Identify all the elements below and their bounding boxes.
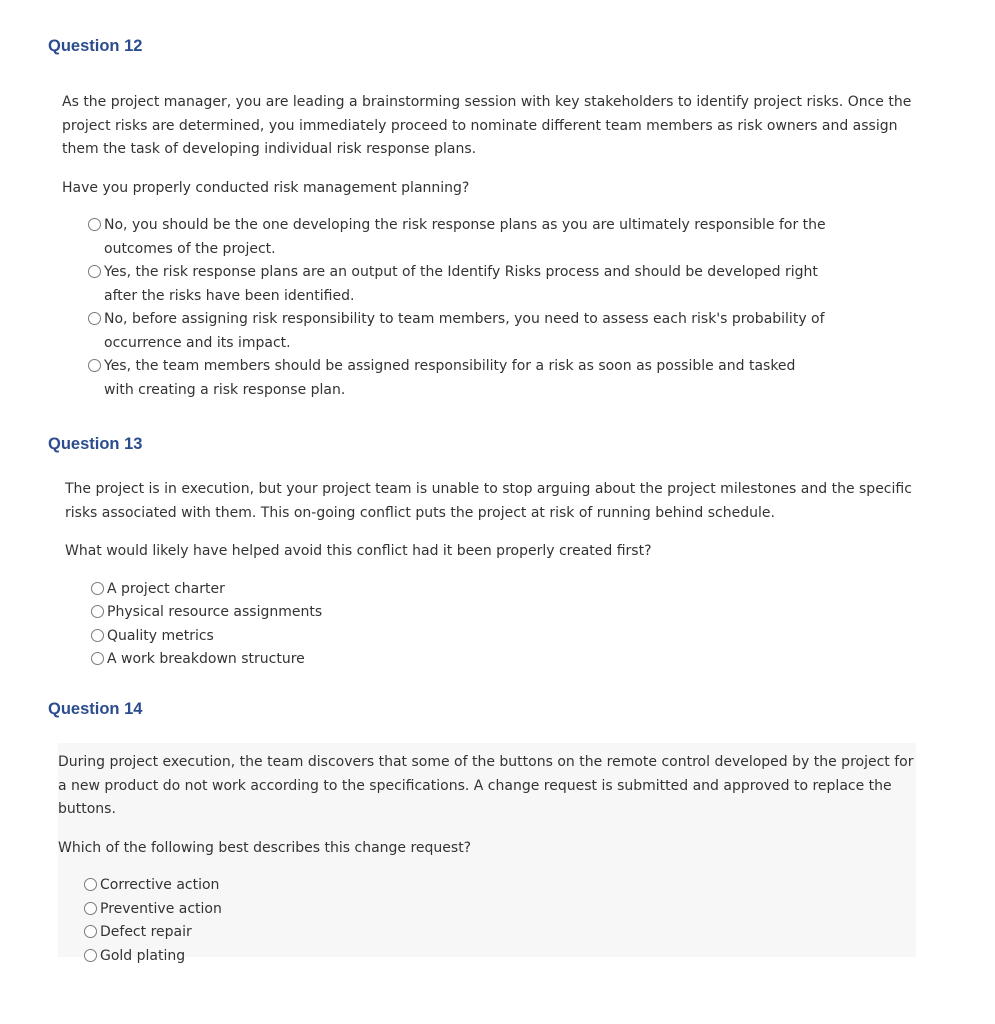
question-13-options [91, 578, 915, 672]
question-14-option-c[interactable] [84, 921, 916, 945]
radio-button[interactable] [88, 312, 101, 325]
option-label: Quality metrics [107, 627, 214, 644]
option-label: Gold plating [100, 947, 186, 964]
question-14-options [84, 874, 916, 968]
question-14-option-b[interactable] [84, 898, 916, 922]
question-12-body [62, 91, 912, 402]
question-12-option-b[interactable] [88, 261, 828, 308]
radio-button[interactable] [91, 629, 104, 642]
question-13-stem: The project is in execution, but your project team is unable to stop arguing about the project milestones and the specific risks associated with them. This on-going conflict puts the project at risk of running behind schedule. [65, 481, 912, 521]
radio-button[interactable] [84, 949, 97, 962]
radio-button[interactable] [91, 582, 104, 595]
option-label: Physical resource assignments [107, 604, 323, 620]
question-13-option-c[interactable] [91, 625, 915, 649]
option-label: Yes, the risk response plans are an output of the Identify Risks process and should be developed right after the risks have been identified. [104, 264, 818, 304]
option-label: A work breakdown structure [107, 651, 305, 667]
radio-button[interactable] [91, 605, 104, 618]
question-13-title: Question 13 [48, 435, 143, 453]
option-label: No, before assigning risk responsibility to team members, you need to assess each risk's probability of occurrence and its impact. [104, 311, 825, 351]
question-12-prompt: Have you properly conducted risk management planning? [62, 179, 470, 196]
option-label: A project charter [107, 580, 225, 597]
question-14-stem: During project execution, the team discovers that some of the buttons on the remote control developed by the project for a new product do not work according to the specifications. A change request is submitted and approved to replace the buttons. [58, 754, 914, 817]
question-12-option-d[interactable] [88, 355, 828, 402]
radio-button[interactable] [84, 925, 97, 938]
option-label: Corrective action [100, 877, 220, 893]
question-14-title: Question 14 [48, 700, 143, 718]
question-12-option-a[interactable] [88, 214, 828, 261]
question-13-prompt: What would likely have helped avoid this conflict had it been properly created first? [65, 543, 652, 559]
option-label: Preventive action [100, 900, 222, 917]
question-13-option-b[interactable] [91, 601, 915, 625]
question-12-option-c[interactable] [88, 308, 828, 355]
radio-button[interactable] [88, 359, 101, 372]
radio-button[interactable] [88, 218, 101, 231]
question-14-option-a[interactable] [84, 874, 916, 898]
question-13-option-d[interactable] [91, 648, 915, 672]
option-label: No, you should be the one developing the risk response plans as you are ultimately responsible for the outcomes of the project. [104, 217, 826, 257]
question-12-options [88, 214, 828, 402]
radio-button[interactable] [88, 265, 101, 278]
question-12-stem: As the project manager, you are leading a brainstorming session with key stakeholders to identify project risks. Once the project risks are determined, you immediately proceed to nominate different team members as risk owners and assign them the task of developing individual risk response plans. [62, 94, 912, 157]
question-13-option-a[interactable] [91, 578, 915, 602]
radio-button[interactable] [91, 652, 104, 665]
radio-button[interactable] [84, 878, 97, 891]
question-13-body [65, 478, 915, 672]
option-label: Defect repair [100, 924, 192, 940]
option-label: Yes, the team members should be assigned responsibility for a risk as soon as possible and tasked with creating a risk response plan. [104, 358, 796, 398]
radio-button[interactable] [84, 902, 97, 915]
question-14-option-d[interactable] [84, 945, 916, 969]
question-12-title: Question 12 [48, 37, 143, 55]
question-14-prompt: Which of the following best describes this change request? [58, 839, 472, 856]
question-14-body [58, 743, 916, 964]
